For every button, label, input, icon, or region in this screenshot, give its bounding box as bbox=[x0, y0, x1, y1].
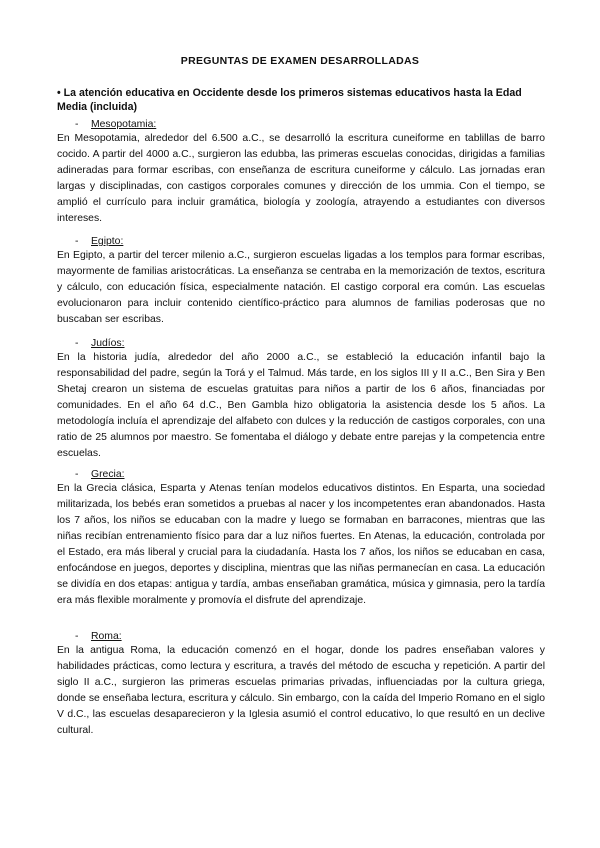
section-judios bbox=[57, 337, 545, 462]
section-egipto bbox=[57, 235, 545, 328]
section-paragraph: En Mesopotamia, alrededor del 6.500 a.C., se desarrolló la escritura cuneiforme en tablillas de barro cocido. A partir del 4000 a.C., surgieron las edubba, las primeras escuelas conocidas, dirigidas a familias adineradas para formar escribas, con enseñanza de escritura cuneiforme y cálculo. Las jornadas eran largas y disciplinadas, con castigos corporales comunes y dirección de los ummia. Con el tiempo, se amplió el currículo para incluir gramática, biología y zoología, atrayendo a estudiantes con diversos intereses. bbox=[57, 133, 545, 224]
section-heading bbox=[75, 337, 545, 350]
bullet-dash: - bbox=[75, 338, 79, 349]
question-heading: • La atención educativa en Occidente desde los primeros sistemas educativos hasta la Edad Media (incluida) bbox=[57, 87, 522, 113]
section-heading bbox=[75, 235, 545, 248]
section-roma bbox=[57, 630, 545, 739]
section-paragraph: En Egipto, a partir del tercer milenio a.C., surgieron escuelas ligadas a los templos para formar escribas, mayormente de familias aristocráticas. La enseñanza se centraba en la memorización de textos, escritura y cálculo, con educación física, especialmente natación. El castigo corporal era común. Las escuelas evolucionaron para incluir contenido científico-práctico para alumnos de familias poderosas que no buscaban ser escribas. bbox=[57, 250, 545, 325]
bullet-dash: - bbox=[75, 631, 79, 642]
section-paragraph: En la Grecia clásica, Esparta y Atenas tenían modelos educativos distintos. En Esparta, una sociedad militarizada, los bebés eran sometidos a pruebas al nacer y los incompetentes eran abandonados. Hasta los 7 años, los niños se educaban con la madre y luego se formaban en barracones, mientras que las niñas recibían entrenamiento físico para dar a luz niños fuertes. En Atenas, la educación, controlada por el Estado, era más liberal y crucial para la ciudadanía. Hasta los 7 años, los niños se educaban en casa, enfocándose en juegos, deportes y disciplina, mientras que las niñas permanecían en casa. La educación se dividía en dos etapas: antigua y tardía, ambas enseñaban gramática, música y gimnasia, pero la tardía era más flexible moralmente y promovía el disfrute del aprendizaje. bbox=[57, 483, 545, 606]
section-heading-label: Roma: bbox=[91, 631, 122, 642]
section-heading bbox=[75, 630, 545, 643]
section-heading-label: Egipto: bbox=[91, 236, 124, 247]
section-heading-label: Judíos: bbox=[91, 338, 125, 349]
section-heading bbox=[75, 118, 545, 131]
bullet-dash: - bbox=[75, 469, 79, 480]
section-heading-label: Grecia: bbox=[91, 469, 125, 480]
bullet-dash: - bbox=[75, 236, 79, 247]
bullet-dash: - bbox=[75, 119, 79, 130]
section-heading-label: Mesopotamia: bbox=[91, 119, 157, 130]
document-title: PREGUNTAS DE EXAMEN DESARROLLADAS bbox=[180, 55, 420, 67]
section-mesopotamia bbox=[57, 118, 545, 227]
section-grecia bbox=[57, 468, 545, 609]
section-paragraph: En la antigua Roma, la educación comenzó en el hogar, donde los padres enseñaban valores y habilidades prácticas, como lectura y escritura, a través del método de escucha y repetición. A partir del siglo II a.C., surgieron las primeras escuelas primarias privadas, influenciadas por la cultura griega, donde se enseñaba lectura, escritura y cálculo. Sin embargo, con la caída del Imperio Romano en el siglo V d.C., las escuelas desaparecieron y la Iglesia asumió el control educativo, lo que resultó en un declive cultural. bbox=[57, 645, 545, 736]
section-paragraph: En la historia judía, alrededor del año 2000 a.C., se estableció la educación infantil bajo la responsabilidad del padre, según la Torá y el Talmud. Más tarde, en los siglos III y II a.C., Ben Sira y Ben Shetaj crearon un sistema de escuelas gratuitas para niños a partir de los 6 años, financiadas por comunidades. En el año 64 d.C., Ben Gambla hizo obligatoria la asistencia desde los 5 años. La metodología incluía el aprendizaje del alfabeto con dulces y la reducción de castigos corporales, con una ratio de 25 alumnos por maestro. Se fomentaba el diálogo y debate entre parejas y la competencia entre escuelas. bbox=[57, 352, 545, 459]
section-heading bbox=[75, 468, 545, 481]
